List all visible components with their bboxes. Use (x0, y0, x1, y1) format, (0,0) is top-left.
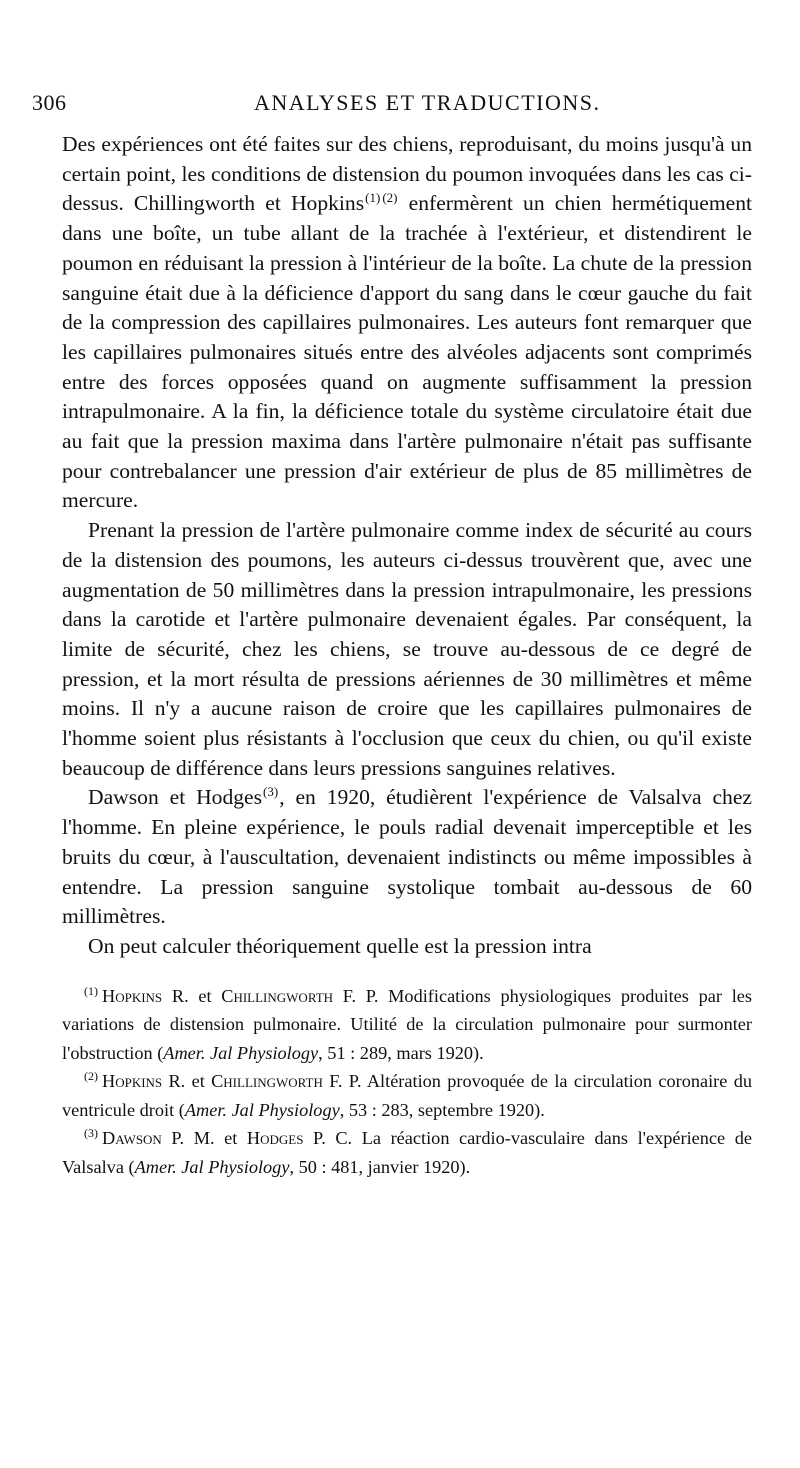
footnote-author: Dawson (102, 1128, 162, 1149)
footnote-ref-1: (1) (365, 190, 381, 206)
footnote-author: Chillingworth (221, 985, 334, 1006)
footnote-ref-3: (3) (263, 784, 279, 800)
page-header (32, 90, 752, 130)
paragraph-3-a: Dawson et Hodges (88, 785, 263, 810)
footnote-text: F. P. Modifications physiologiques produites par les variations de distension pulmonaire. Utilité de la circulation pulmonaire pour surmonter l'obstruction ( (62, 985, 752, 1063)
footnote-text: P. M. et (161, 1128, 247, 1149)
footnote-text: , 50 : 481, janvier 1920). (289, 1156, 471, 1177)
footnote-text: R. et (162, 985, 222, 1006)
footnote-text: R. et (162, 1071, 212, 1092)
footnote-author: Hopkins (102, 1071, 163, 1092)
footnote-journal: Amer. Jal Physiology (163, 1042, 319, 1063)
footnote-journal: Amer. Jal Physiology (184, 1099, 340, 1120)
page-number: 306 (32, 90, 67, 115)
footnote-2 (62, 1067, 752, 1124)
paragraph-1-a: Des expériences ont été faites sur des chiens, reproduisant, du moins jusqu'à un certain point, les conditions de distension du poumon invoquées dans les cas ci-dessus. Chillingworth et Hopkins (62, 132, 752, 216)
footnote-text: P. C. La réaction cardio-vasculaire dans l'expérience de Valsalva ( (62, 1128, 752, 1177)
footnote-1 (62, 982, 752, 1068)
footnote-journal: Amer. Jal Physiology (134, 1156, 290, 1177)
body-text (62, 130, 752, 962)
footnote-mark: (2) (84, 1069, 98, 1084)
footnote-text: , 51 : 289, mars 1920). (318, 1042, 484, 1063)
running-head: ANALYSES ET TRADUCTIONS. (254, 90, 601, 115)
footnotes (62, 982, 752, 1182)
footnote-mark: (1) (84, 983, 98, 998)
footnote-text: F. P. Altération provoquée de la circulation coronaire du ventricule droit ( (62, 1071, 752, 1120)
page (32, 90, 753, 1181)
paragraph-1 (62, 130, 752, 516)
paragraph-3-b: , en 1920, étudièrent l'expérience de Valsalva chez l'homme. En pleine expérience, le pouls radial devenait imperceptible et les bruits du cœur, à l'auscultation, devenaient indistincts ou même impossibles à entendre. La pression sanguine systolique tombait au-dessous de 60 millimètres. (62, 785, 753, 929)
paragraph-1-b: enfermèrent un chien hermétiquement dans une boîte, un tube allant de la trachée à l'extérieur, et distendirent le poumon en réduisant la pression à l'intérieur de la boîte. La chute de la pression sanguine était due à la déficience d'apport du sang dans le cœur gauche du fait de la compression des capillaires pulmonaires. Les auteurs font remarquer que les capillaires pulmonaires situés entre des alvéoles adjacents sont comprimés entre des forces opposées quand on augmente suffisamment la pression intrapulmonaire. A la fin, la déficience totale du système circulatoire était due au fait que la pression maxima dans l'artère pulmonaire n'était pas suffisante pour contrebalancer une pression d'air extérieur de plus de 85 millimètres de mercure. (62, 191, 752, 513)
paragraph-4: On peut calculer théoriquement quelle est la pression intra (88, 933, 592, 958)
paragraph-2: Prenant la pression de l'artère pulmonaire comme index de sécurité au cours de la distension des poumons, les auteurs ci-dessus trouvèrent que, avec une augmentation de 50 millimètres dans la pression intrapulmonaire, les pressions dans la carotide et l'artère pulmonaire devenaient égales. Par conséquent, la limite de sécurité, chez les chiens, se trouve au-dessous de ce degré de pression, et la mort résulta de pressions aériennes de 30 millimètres et même moins. Il n'y a aucune raison de croire que les capillaires pulmonaires de l'homme soient plus résistants à l'occlusion que ceux du chien, ou qu'il existe beaucoup de différence dans leurs pressions sanguines relatives. (62, 518, 752, 780)
footnote-ref-2: (2) (382, 190, 398, 206)
footnote-text: , 53 : 283, septembre 1920). (339, 1099, 545, 1120)
footnote-author: Hodges (246, 1128, 304, 1149)
footnote-author: Hopkins (102, 985, 163, 1006)
footnote-mark: (3) (84, 1126, 98, 1141)
footnote-author: Chillingworth (211, 1071, 323, 1092)
footnote-3 (62, 1124, 752, 1181)
paragraph-3 (62, 783, 752, 932)
